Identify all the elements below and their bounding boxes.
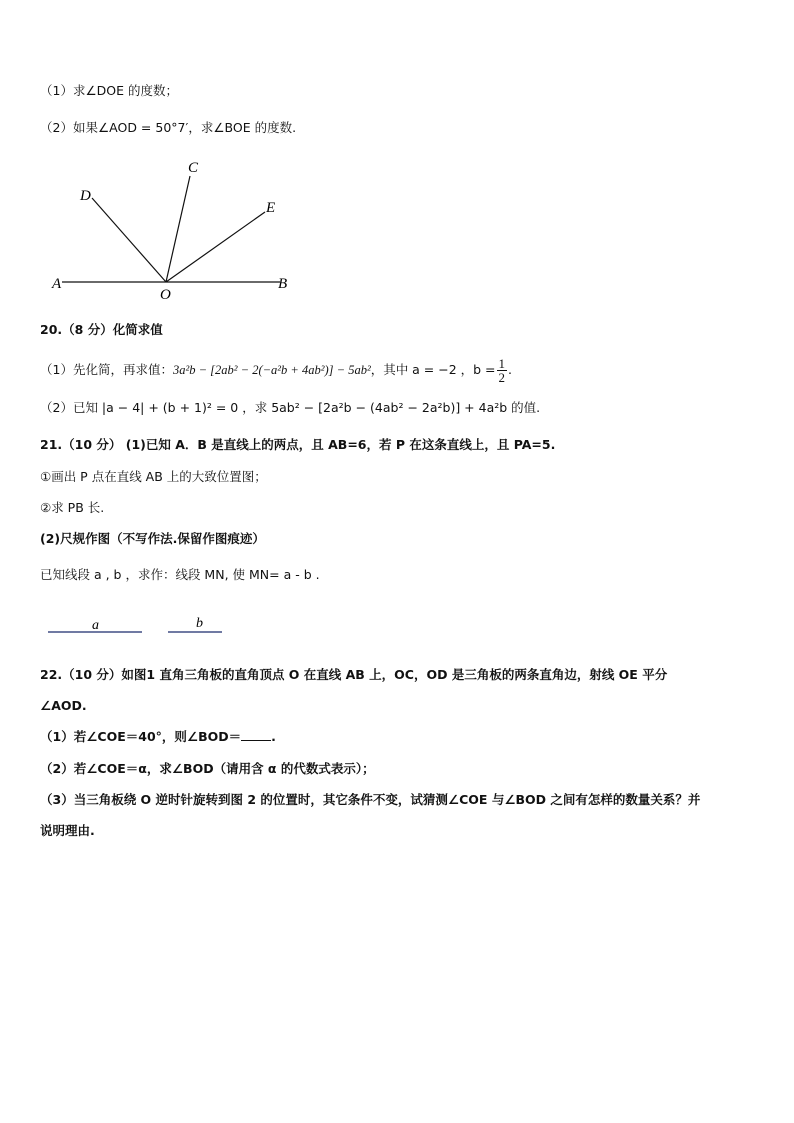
- q20-title: 20.（8 分）化简求值: [40, 322, 163, 337]
- q22-part3-line2: 说明理由.: [40, 823, 95, 838]
- fraction-one-half: [497, 357, 508, 384]
- label-d: D: [80, 188, 91, 204]
- q22-part3-line1: （3）当三角板绕 O 逆时针旋转到图 2 的位置时，其它条件不变，试猜测∠COE 与∠BOD 之间有怎样的数量关系？并: [40, 792, 701, 807]
- segments-figure: [40, 612, 240, 638]
- q22-line2: ∠AOD.: [40, 698, 87, 713]
- q20-part1-prefix: （1）先化简，再求值：: [40, 362, 173, 377]
- answer-blank[interactable]: [241, 728, 271, 741]
- q22-line1: 22.（10 分）如图1 直角三角板的直角顶点 O 在直线 AB 上，OC，OD 是三角板的两条直角边，射线 OE 平分: [40, 667, 668, 682]
- label-c: C: [188, 160, 199, 176]
- q20-part1-end: .: [508, 362, 513, 377]
- segment-a-label: a: [92, 618, 99, 633]
- q19-part1: （1）求∠DOE 的度数；: [40, 83, 178, 98]
- q22-part1: [40, 728, 276, 746]
- q20-part1-condition: ，其中 a = −2 ，b =: [370, 362, 496, 377]
- ray-od: [92, 198, 166, 282]
- q20-part1: [40, 357, 512, 384]
- q20-part1-expression: 3a²b − [2ab² − 2(−a²b + 4ab²)] − 5ab²: [172, 363, 371, 377]
- q21-step2: ②求 PB 长.: [40, 500, 105, 515]
- label-a: A: [52, 276, 62, 292]
- label-e: E: [266, 200, 276, 216]
- segment-b-label: b: [196, 616, 203, 631]
- q20-part2: （2）已知 |a − 4| + (b + 1)² = 0 ，求 5ab² − [2a²b − (4ab² − 2a²b)] + 4a²b 的值.: [40, 400, 541, 415]
- q21-part2: (2)尺规作图（不写作法.保留作图痕迹）: [40, 531, 265, 546]
- q22-part2: （2）若∠COE＝α，求∠BOD（请用含 α 的代数式表示）；: [40, 761, 375, 776]
- angle-figure: [40, 150, 310, 300]
- q21-part3: 已知线段 a , b ，求作：线段 MN, 使 MN= a - b .: [40, 567, 320, 582]
- q22-part1-end: .: [271, 729, 276, 744]
- fraction-denominator: 2: [498, 370, 506, 385]
- q22-part1-text: （1）若∠COE＝40°，则∠BOD＝: [40, 729, 242, 744]
- q21-title: 21.（10 分） (1)已知 A．B 是直线上的两点，且 AB=6，若 P 在这条直线上，且 PA=5.: [40, 437, 556, 452]
- q19-part2: （2）如果∠AOD = 50°7′，求∠BOE 的度数.: [40, 120, 297, 135]
- fraction-numerator: 1: [498, 356, 506, 371]
- label-o: O: [160, 287, 171, 300]
- ray-oc: [166, 176, 190, 282]
- ray-oe: [166, 212, 265, 282]
- q21-step1: ①画出 P 点在直线 AB 上的大致位置图；: [40, 469, 267, 484]
- label-b: B: [278, 276, 288, 292]
